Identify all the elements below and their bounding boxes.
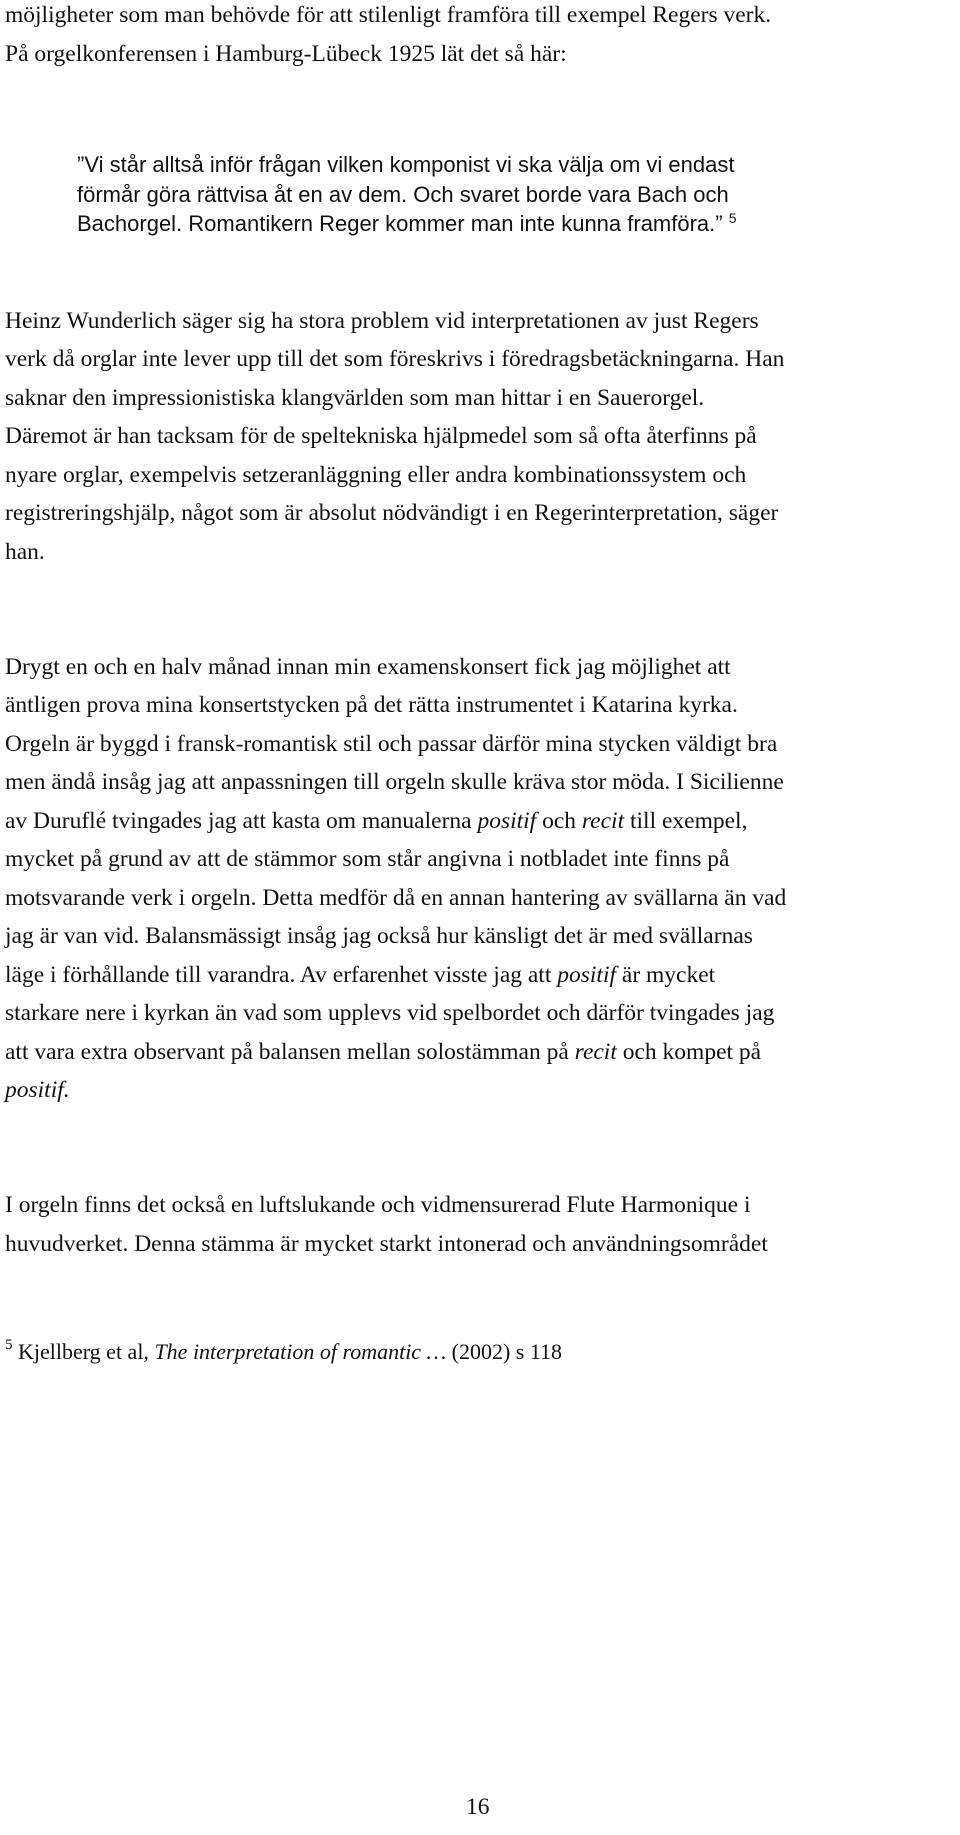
text-span: till exempel, [624, 808, 748, 834]
text-line [5, 1075, 70, 1105]
footnote-reference: 5 [728, 210, 737, 226]
footnote-title: The interpretation of romantic … [154, 1339, 447, 1364]
quote-line [77, 209, 737, 239]
text-line: Orgeln är byggd i fransk-romantisk stil och passar därför mina stycken väldigt bra [5, 731, 778, 757]
italic-term: recit [581, 808, 625, 834]
text-line: På orgelkonferensen i Hamburg-Lübeck 1925 lät det så här: [5, 41, 567, 67]
text-line: nyare orglar, exempelvis setzeranläggning eller andra kombinationssystem och [5, 462, 747, 488]
text-span: av Duruflé tvingades jag att kasta om manualerna [5, 808, 478, 834]
text-line: Drygt en och en halv månad innan min examenskonsert fick jag möjlighet att [5, 654, 731, 680]
footnote [5, 1337, 562, 1370]
quote-line: förmår göra rättvisa åt en av dem. Och svaret borde vara Bach och [77, 182, 729, 207]
text-line [5, 960, 715, 990]
footnote-text: (2002) s 118 [446, 1339, 563, 1364]
text-span: och kompet på [616, 1039, 762, 1065]
text-line: jag är van vid. Balansmässigt insåg jag också hur känsligt det är med svällarnas [5, 923, 753, 949]
text-line: saknar den impressionistiska klangvärlden som man hittar i en Sauerorgel. [5, 385, 705, 411]
italic-term: recit [574, 1039, 617, 1065]
footnote-number: 5 [5, 1337, 13, 1353]
text-line: motsvarande verk i orgeln. Detta medför då en annan hantering av svällarna än vad [5, 885, 787, 911]
page-number: 16 [466, 1794, 490, 1820]
text-line: huvudverket. Denna stämma är mycket starkt intonerad och användningsområdet [5, 1231, 768, 1257]
italic-term: positif [557, 962, 617, 988]
text-line: registreringshjälp, något som är absolut nödvändigt i en Regerinterpretation, säger [5, 500, 779, 526]
text-line [5, 806, 747, 836]
text-line: Däremot är han tacksam för de speltekniska hjälpmedel som så ofta återfinns på [5, 423, 757, 449]
text-span: och [536, 808, 582, 834]
text-line [5, 1037, 761, 1067]
text-line: han. [5, 539, 45, 565]
quote-line-text: Bachorgel. Romantikern Reger kommer man inte kunna framföra.” [77, 211, 723, 236]
text-span: är mycket [616, 962, 716, 988]
text-line: men ändå insåg jag att anpassningen till orgeln skulle kräva stor möda. I Sicilienne [5, 769, 784, 795]
text-line: I orgeln finns det också en luftslukande och vidmensurerad Flute Harmonique i [5, 1192, 751, 1218]
text-line: Heinz Wunderlich säger sig ha stora problem vid interpretationen av just Regers [5, 308, 759, 334]
text-line: möjligheter som man behövde för att stilenligt framföra till exempel Regers verk. [5, 2, 772, 28]
text-line: äntligen prova mina konsertstycken på det rätta instrumentet i Katarina kyrka. [5, 692, 738, 718]
text-line: verk då orglar inte lever upp till det som föreskrivs i föredragsbetäckningarna. Han [5, 346, 785, 372]
footnote-text: Kjellberg et al, [12, 1339, 155, 1364]
text-line: starkare nere i kyrkan än vad som upplevs vid spelbordet och därför tvingades jag [5, 1000, 775, 1026]
text-span: att vara extra observant på balansen mellan solostämman på [5, 1039, 575, 1065]
italic-term: positif [477, 808, 537, 834]
quote-line: ”Vi står alltså inför frågan vilken komponist vi ska välja om vi endast [77, 152, 735, 177]
text-line: mycket på grund av att de stämmor som står angivna i notbladet inte finns på [5, 846, 730, 872]
italic-term: positif. [5, 1077, 70, 1103]
text-span: läge i förhållande till varandra. Av erfarenhet visste jag att [5, 962, 558, 988]
